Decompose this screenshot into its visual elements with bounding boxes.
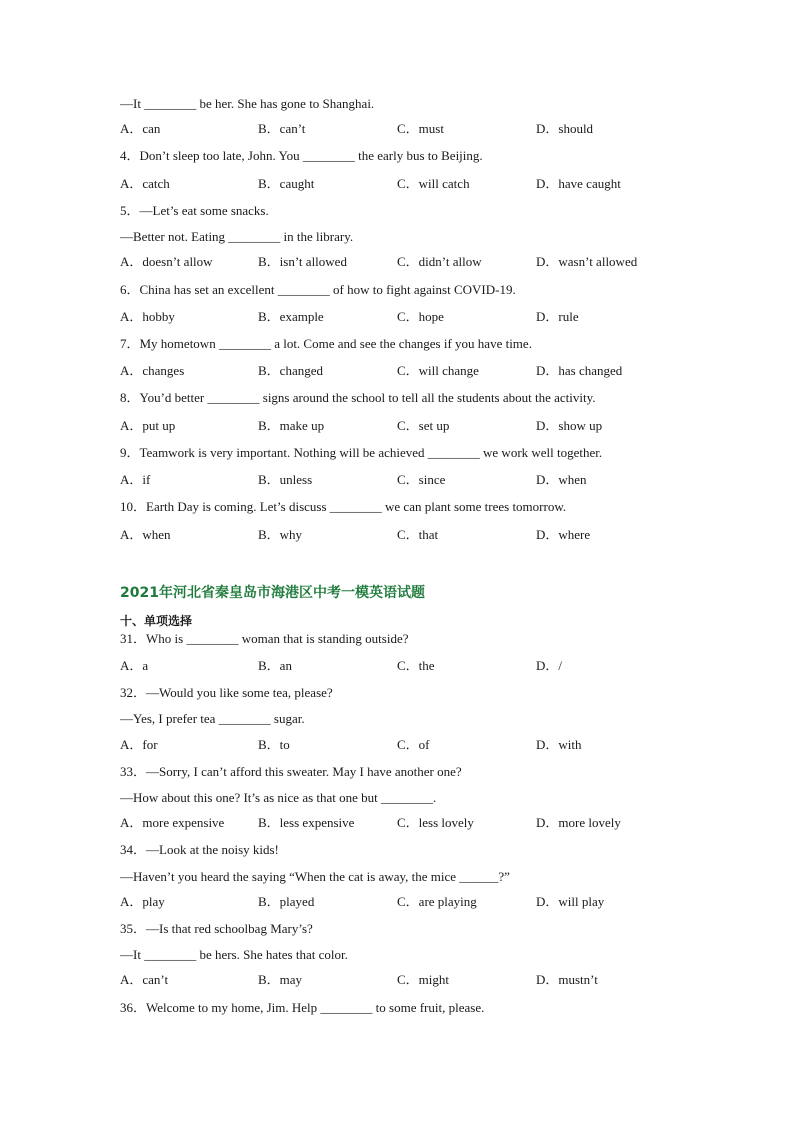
option-c: C．set up (397, 418, 450, 433)
option-c: C．will catch (397, 176, 470, 191)
option-a: A．for (120, 737, 158, 752)
question-3-answer-line: —It ________ be her. She has gone to Shanghai. (120, 96, 375, 111)
option-c: C．less lovely (397, 815, 474, 830)
option-b: B．changed (258, 363, 323, 378)
option-d: D．rule (536, 309, 579, 324)
option-c: C．might (397, 972, 450, 987)
option-b: B．isn’t allowed (258, 254, 347, 269)
question-34-reply: —Haven’t you heard the saying “When the cat is away, the mice ______?” (120, 869, 510, 884)
section-title: 2021年河北省秦皇岛市海港区中考一模英语试题 (120, 585, 425, 601)
question-31: 31．Who is ________ woman that is standing outside? (120, 631, 409, 646)
option-d: D．should (536, 121, 594, 136)
option-b: B．to (258, 737, 290, 752)
question-7-options (120, 363, 680, 379)
question-32: 32．—Would you like some tea, please? (120, 685, 333, 700)
option-a: A．more expensive (120, 815, 225, 830)
question-33-reply: —How about this one? It’s as nice as that one but ________. (120, 790, 437, 805)
option-d: D．will play (536, 894, 605, 909)
question-9: 9．Teamwork is very important. Nothing will be achieved ________ we work well together. (120, 445, 603, 460)
option-b: B．example (258, 309, 324, 324)
option-b: B．make up (258, 418, 325, 433)
option-d: D．where (536, 527, 591, 542)
option-d: D．with (536, 737, 582, 752)
option-c: C．the (397, 658, 435, 673)
option-d: D．has changed (536, 363, 623, 378)
option-c: C．will change (397, 363, 479, 378)
question-10-options (120, 527, 680, 543)
option-b: B．why (258, 527, 303, 542)
option-a: A．can (120, 121, 161, 136)
question-4: 4．Don’t sleep too late, John. You ________ the early bus to Beijing. (120, 148, 483, 163)
option-d: D．when (536, 472, 587, 487)
option-a: A．a (120, 658, 149, 673)
question-4-options (120, 176, 680, 192)
question-7: 7．My hometown ________ a lot. Come and see the changes if you have time. (120, 336, 532, 351)
option-c: C．since (397, 472, 446, 487)
option-c: C．of (397, 737, 430, 752)
option-a: A．put up (120, 418, 176, 433)
question-34-options (120, 894, 680, 910)
option-d: D．have caught (536, 176, 621, 191)
option-b: B．unless (258, 472, 313, 487)
option-a: A．can’t (120, 972, 169, 987)
option-d: D．show up (536, 418, 603, 433)
question-33: 33．—Sorry, I can’t afford this sweater. May I have another one? (120, 764, 462, 779)
option-b: B．can’t (258, 121, 306, 136)
option-c: C．that (397, 527, 439, 542)
question-8: 8．You’d better ________ signs around the school to tell all the students about the activity. (120, 390, 596, 405)
question-34: 34．—Look at the noisy kids! (120, 842, 279, 857)
question-5: 5．—Let’s eat some snacks. (120, 203, 269, 218)
question-32-options (120, 737, 680, 753)
question-5-options (120, 254, 680, 270)
option-d: D．/ (536, 658, 563, 673)
question-9-options (120, 472, 680, 488)
question-5-reply: —Better not. Eating ________ in the library. (120, 229, 354, 244)
question-33-options (120, 815, 680, 831)
option-d: D．mustn’t (536, 972, 598, 987)
question-6-options (120, 309, 680, 325)
option-c: C．didn’t allow (397, 254, 482, 269)
question-3-options (120, 121, 680, 137)
option-a: A．hobby (120, 309, 175, 324)
option-b: B．caught (258, 176, 315, 191)
question-35-reply: —It ________ be hers. She hates that color. (120, 947, 348, 962)
option-b: B．less expensive (258, 815, 355, 830)
question-36: 36．Welcome to my home, Jim. Help ________ to some fruit, please. (120, 1000, 485, 1015)
option-a: A．when (120, 527, 171, 542)
question-6: 6．China has set an excellent ________ of how to fight against COVID-19. (120, 282, 516, 297)
option-b: B．may (258, 972, 303, 987)
option-a: A．changes (120, 363, 185, 378)
option-a: A．catch (120, 176, 170, 191)
question-31-options (120, 658, 680, 674)
option-a: A．doesn’t allow (120, 254, 213, 269)
question-32-reply: —Yes, I prefer tea ________ sugar. (120, 711, 305, 726)
question-10: 10．Earth Day is coming. Let’s discuss ________ we can plant some trees tomorrow. (120, 499, 567, 514)
option-c: C．are playing (397, 894, 477, 909)
option-a: A．if (120, 472, 151, 487)
option-d: D．wasn’t allowed (536, 254, 638, 269)
option-c: C．must (397, 121, 444, 136)
question-35: 35．—Is that red schoolbag Mary’s? (120, 921, 313, 936)
option-a: A．play (120, 894, 165, 909)
question-35-options (120, 972, 680, 988)
option-c: C．hope (397, 309, 444, 324)
option-b: B．an (258, 658, 292, 673)
section-subtitle: 十、单项选择 (120, 614, 193, 628)
question-8-options (120, 418, 680, 434)
option-b: B．played (258, 894, 315, 909)
option-d: D．more lovely (536, 815, 621, 830)
